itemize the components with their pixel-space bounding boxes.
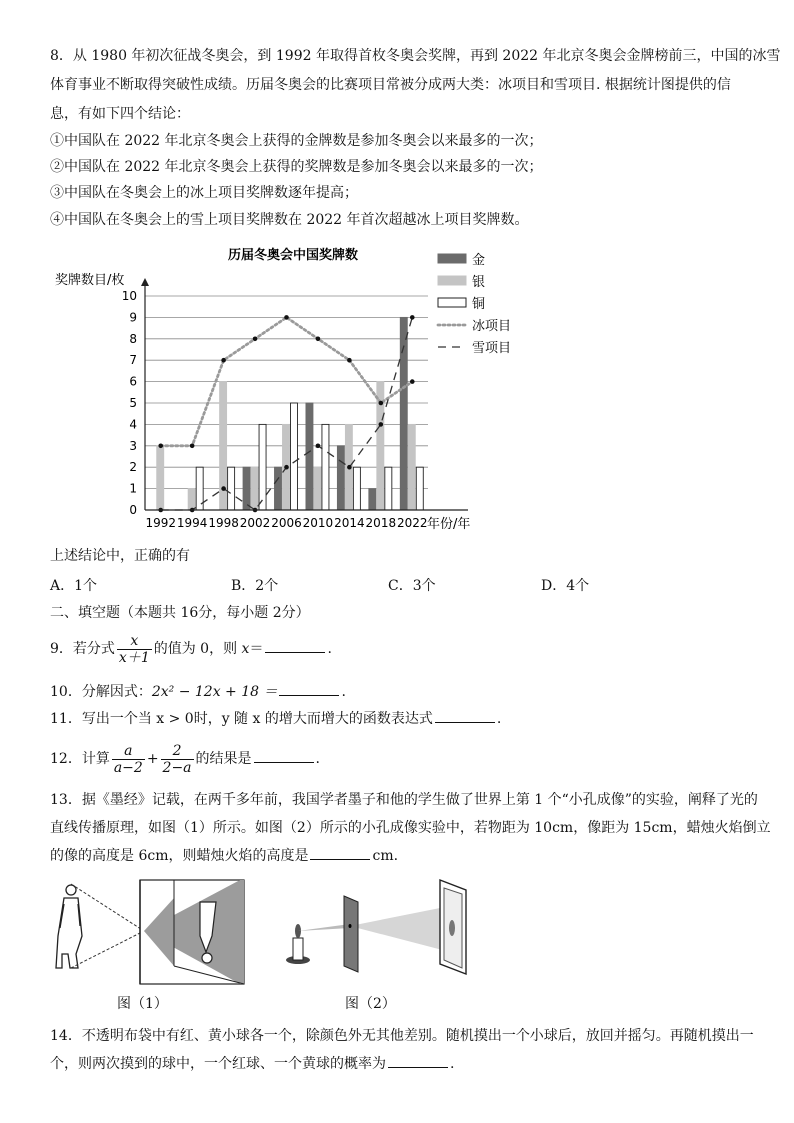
point-雪项目-2022 (410, 315, 415, 320)
y-tick-label: 4 (129, 417, 137, 432)
point-冰项目-2002 (253, 337, 258, 342)
legend-label-金: 金 (472, 253, 486, 268)
y-tick-label: 5 (129, 396, 137, 410)
q14-line1: 14．不透明布袋中有红、黄小球各一个，除颜色外无其他差别。随机摸出一个小球后，放回并摇匀。再随机摸出一 (50, 1028, 754, 1044)
point-冰项目-2018 (379, 401, 384, 406)
bar-银-2022 (408, 424, 415, 510)
q14-line2: 个，则两次摸到的球中，一个红球、一个黄球的概率为 . (50, 1053, 750, 1074)
q12-fraction-2 (161, 743, 194, 776)
chart-ylabel: 奖牌数目/枚 (55, 273, 125, 288)
q8-question: 上述结论中，正确的有 (50, 548, 190, 564)
q9-variable: x (241, 641, 250, 657)
q13-line3-text: 的像的高度是 6cm，则蜡烛火焰的高度是 (50, 848, 309, 864)
y-tick-label: 7 (129, 353, 137, 368)
q12-answer-blank[interactable] (254, 748, 314, 763)
bar-银-2002 (251, 467, 258, 510)
legend-swatch-银 (438, 276, 466, 285)
point-雪项目-2014 (347, 465, 352, 470)
section-2-heading: 二、填空题（本题共 16分，每小题 2分） (50, 605, 310, 621)
q14-answer-blank[interactable] (388, 1053, 448, 1068)
bar-金-2002 (243, 467, 250, 510)
point-冰项目-1992 (158, 444, 163, 449)
q13-line3 (50, 845, 750, 866)
y-tick-label: 9 (129, 310, 137, 325)
figure-2-caption: 图（2） (345, 996, 396, 1012)
q9-equals: ＝ (249, 641, 264, 657)
figure-1-caption: 图（1） (117, 996, 168, 1012)
q12-prefix: 12．计算 (50, 751, 110, 767)
y-tick-label: 10 (121, 289, 137, 303)
person-figure (56, 885, 82, 968)
pinhole-plate (344, 896, 358, 972)
point-冰项目-2022 (410, 379, 415, 384)
q11: 11．写出一个当 x > 0时，y 随 x 的增大而增大的函数表达式 . (50, 708, 750, 729)
q8-line2: 体育事业不断取得突破性成绩。历届冬奥会的比赛项目常被分成两大类：冰项目和雪项目. 根据统计图提供的信 (50, 77, 731, 93)
q12-f1-numerator: a (124, 742, 133, 759)
bar-金-2010 (306, 403, 313, 510)
q8-statement-1: ①中国队在 2022 年北京冬奥会上获得的金牌数是参加冬奥会以来最多的一次； (50, 133, 543, 149)
q12: 12．计算 $\frac{a}{a-2}$ + $\frac{2}{2-a}$ 的结果是 . (50, 742, 320, 776)
bar-银-1994 (188, 489, 195, 510)
point-雪项目-2018 (379, 422, 384, 427)
q8-statement-3: ③中国队在冬奥会上的冰上项目奖牌数逐年提高； (50, 185, 358, 201)
chart-xlabel: 年份/年 (427, 517, 471, 532)
bar-金-2014 (337, 446, 344, 510)
x-tick-label: 2018 (365, 516, 397, 530)
q8-statement-4: ④中国队在冬奥会上的雪上项目奖牌数在 2022 年首次超越冰上项目奖牌数。 (50, 212, 529, 228)
bar-金-2018 (369, 489, 376, 510)
q8-line3: 息，有如下四个结论： (50, 106, 190, 122)
figure-1-pinhole-diagram (50, 876, 250, 986)
y-tick-label: 3 (129, 438, 137, 453)
y-tick-label: 1 (129, 481, 137, 496)
legend-label-雪项目: 雪项目 (472, 341, 512, 356)
point-冰项目-2014 (347, 358, 352, 363)
q9-prefix: 9．若分式 (50, 641, 115, 657)
bar-铜-2018 (385, 467, 392, 510)
legend-label-冰项目: 冰项目 (472, 319, 512, 334)
q12-plus: + (146, 751, 159, 767)
choice-d[interactable]: D．4个 (541, 578, 590, 594)
point-冰项目-2006 (284, 315, 289, 320)
candle (293, 938, 303, 960)
point-雪项目-1998 (221, 486, 226, 491)
q9-answer-blank[interactable] (265, 638, 325, 653)
chart-title: 历届冬奥会中国奖牌数 (227, 248, 359, 263)
legend-swatch-金 (438, 254, 466, 263)
q12-f1-denominator: a−2 (113, 759, 143, 776)
bar-铜-2010 (322, 424, 329, 510)
q10-expression: 2x² − 12x + 18 ＝ (151, 684, 278, 700)
x-tick-label: 2014 (334, 516, 365, 530)
q8-statement-2: ②中国队在 2022 年北京冬奥会上获得的奖牌数是参加冬奥会以来最多的一次； (50, 159, 543, 175)
x-tick-label: 1998 (208, 516, 239, 530)
x-tick-label: 1992 (145, 516, 176, 530)
legend-swatch-铜 (438, 298, 466, 307)
q9-fraction (117, 633, 152, 666)
q12-suffix: 的结果是 (195, 751, 252, 767)
figure-2-candle-experiment (280, 876, 480, 986)
point-雪项目-2006 (284, 465, 289, 470)
y-tick-label: 6 (129, 374, 137, 389)
bar-铜-2002 (259, 424, 266, 510)
bar-铜-2006 (291, 403, 298, 510)
bar-银-2010 (314, 467, 321, 510)
point-雪项目-2010 (316, 444, 321, 449)
bar-铜-2022 (416, 467, 423, 510)
x-tick-label: 2002 (239, 516, 271, 530)
q13-line1: 13．据《墨经》记载，在两千多年前，我国学者墨子和他的学生做了世界上第 1 个“小孔成像”的实验，阐释了光的 (50, 792, 758, 808)
point-冰项目-1998 (221, 358, 226, 363)
q14-line2-text: 个，则两次摸到的球中，一个红球、一个黄球的概率为 (50, 1056, 386, 1072)
q12-fraction-1 (112, 743, 145, 776)
q12-f2-numerator: 2 (172, 742, 182, 759)
y-tick-label: 2 (129, 460, 137, 475)
bar-银-1992 (157, 446, 164, 510)
q9-mid: 的值为 0，则 (153, 641, 238, 657)
legend-label-铜: 铜 (472, 297, 486, 312)
x-tick-label: 2022 (397, 516, 428, 530)
legend-label-银: 银 (472, 275, 486, 290)
choice-c[interactable]: C．3个 (388, 578, 436, 594)
y-axis-arrow (141, 278, 149, 286)
x-tick-label: 2010 (302, 516, 334, 530)
choice-a[interactable]: A．1个 (50, 578, 98, 594)
q13-line2: 直线传播原理，如图（1）所示。如图（2）所示的小孔成像实验中，若物距为 10cm，像距为 15cm，蜡烛火焰倒立 (50, 820, 771, 836)
y-tick-label: 8 (129, 331, 137, 346)
q9: 9．若分式 $\frac{x}{x+1}$ 的值为 0，则 x＝ . (50, 632, 332, 666)
q10-prefix: 10．分解因式： (50, 684, 152, 700)
q10-answer-blank[interactable] (279, 681, 339, 696)
q11-text: 11．写出一个当 x > 0时，y 随 x 的增大而增大的函数表达式 (50, 711, 433, 727)
bar-金-2006 (275, 467, 282, 510)
point-冰项目-2010 (316, 337, 321, 342)
choice-b[interactable]: B．2个 (231, 578, 279, 594)
q13-unit: cm. (372, 848, 399, 864)
q8-line1: 8．从 1980 年初次征战冬奥会，到 1992 年取得首枚冬奥会奖牌，再到 2022 年北京冬奥会金牌榜前三，中国的冰雪 (50, 48, 781, 64)
q10: 10．分解因式：2x² − 12x + 18 ＝ . (50, 681, 750, 702)
q11-answer-blank[interactable] (435, 708, 495, 723)
y-tick-label: 0 (129, 503, 137, 517)
q9-denominator: x＋1 (118, 649, 150, 666)
x-tick-label: 1994 (176, 516, 208, 530)
q13-answer-blank[interactable] (310, 845, 370, 860)
q12-f2-denominator: 2−a (162, 759, 192, 776)
x-tick-label: 2006 (271, 516, 302, 530)
bar-铜-2014 (353, 467, 360, 510)
medal-chart (50, 240, 570, 540)
q9-numerator: x (130, 632, 139, 649)
bar-铜-1998 (228, 467, 235, 510)
point-冰项目-1994 (190, 444, 195, 449)
